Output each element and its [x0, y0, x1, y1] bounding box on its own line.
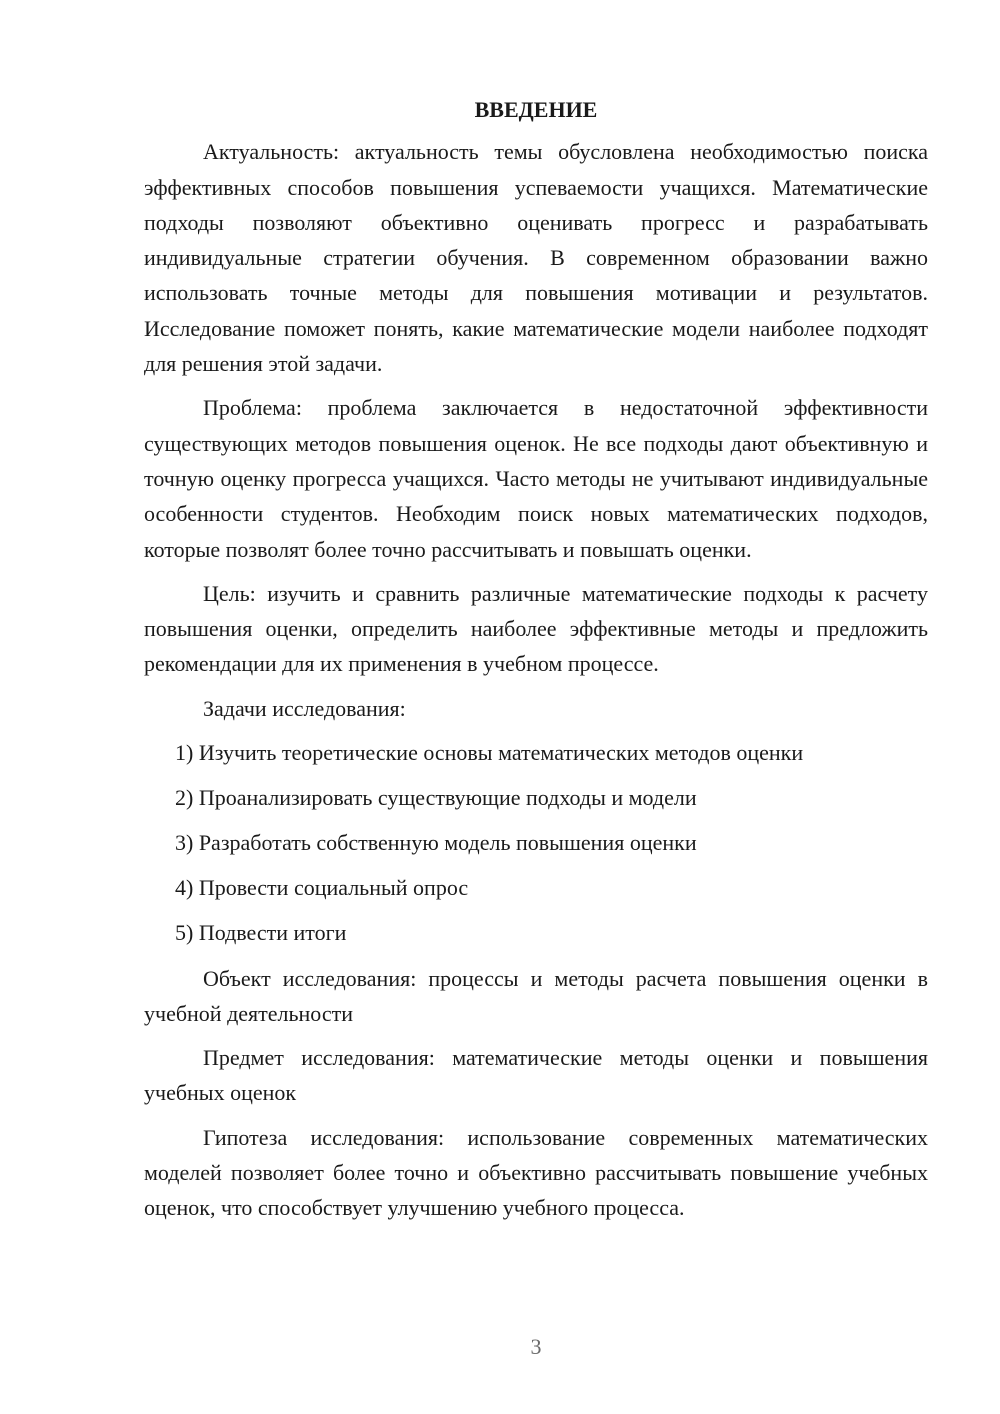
- page-number: 3: [530, 1334, 542, 1359]
- tasks-heading: Задачи исследования:: [203, 695, 406, 721]
- goal-paragraph: Цель: изучить и сравнить различные математические подходы к расчету повышения оценки, определить наиболее эффективные методы и предложить рекомендации для их применения в учебном процессе.: [144, 580, 928, 677]
- document-body: [144, 92, 928, 1235]
- list-item: 4) Провести социальный опрос: [175, 875, 469, 901]
- list-item: 1) Изучить теоретические основы математических методов оценки: [175, 740, 804, 766]
- list-item: 3) Разработать собственную модель повышения оценки: [175, 830, 697, 856]
- object-paragraph: Объект исследования: процессы и методы расчета повышения оценки в учебной деятельности: [144, 965, 928, 1026]
- subject-paragraph: Предмет исследования: математические методы оценки и повышения учебных оценок: [144, 1045, 928, 1106]
- list-item: 5) Подвести итоги: [175, 920, 347, 946]
- page-title: ВВЕДЕНИЕ: [474, 97, 598, 122]
- tasks-list: [144, 735, 928, 951]
- hypothesis-paragraph: Гипотеза исследования: использование современных математических моделей позволяет более точно и объективно рассчитывать повышение учебных оценок, что способствует улучшению учебного процесса.: [144, 1124, 928, 1221]
- list-item: 2) Проанализировать существующие подходы и модели: [175, 785, 697, 811]
- relevance-paragraph: Актуальность: актуальность темы обусловлена необходимостью поиска эффективных способов повышения успеваемости учащихся. Математические подходы позволяют объективно оценивать прогресс и разрабатывать индивидуальные стратегии обучения. В современном образовании важно использовать точные методы для повышения мотивации и результатов. Исследование поможет понять, какие математические модели наиболее подходят для решения этой задачи.: [144, 139, 928, 377]
- problem-paragraph: Проблема: проблема заключается в недостаточной эффективности существующих методов повышения оценок. Не все подходы дают объективную и точную оценку прогресса учащихся. Часто методы не учитывают индивидуальные особенности студентов. Необходим поиск новых математических подходов, которые позволят более точно рассчитывать и повышать оценки.: [144, 395, 928, 562]
